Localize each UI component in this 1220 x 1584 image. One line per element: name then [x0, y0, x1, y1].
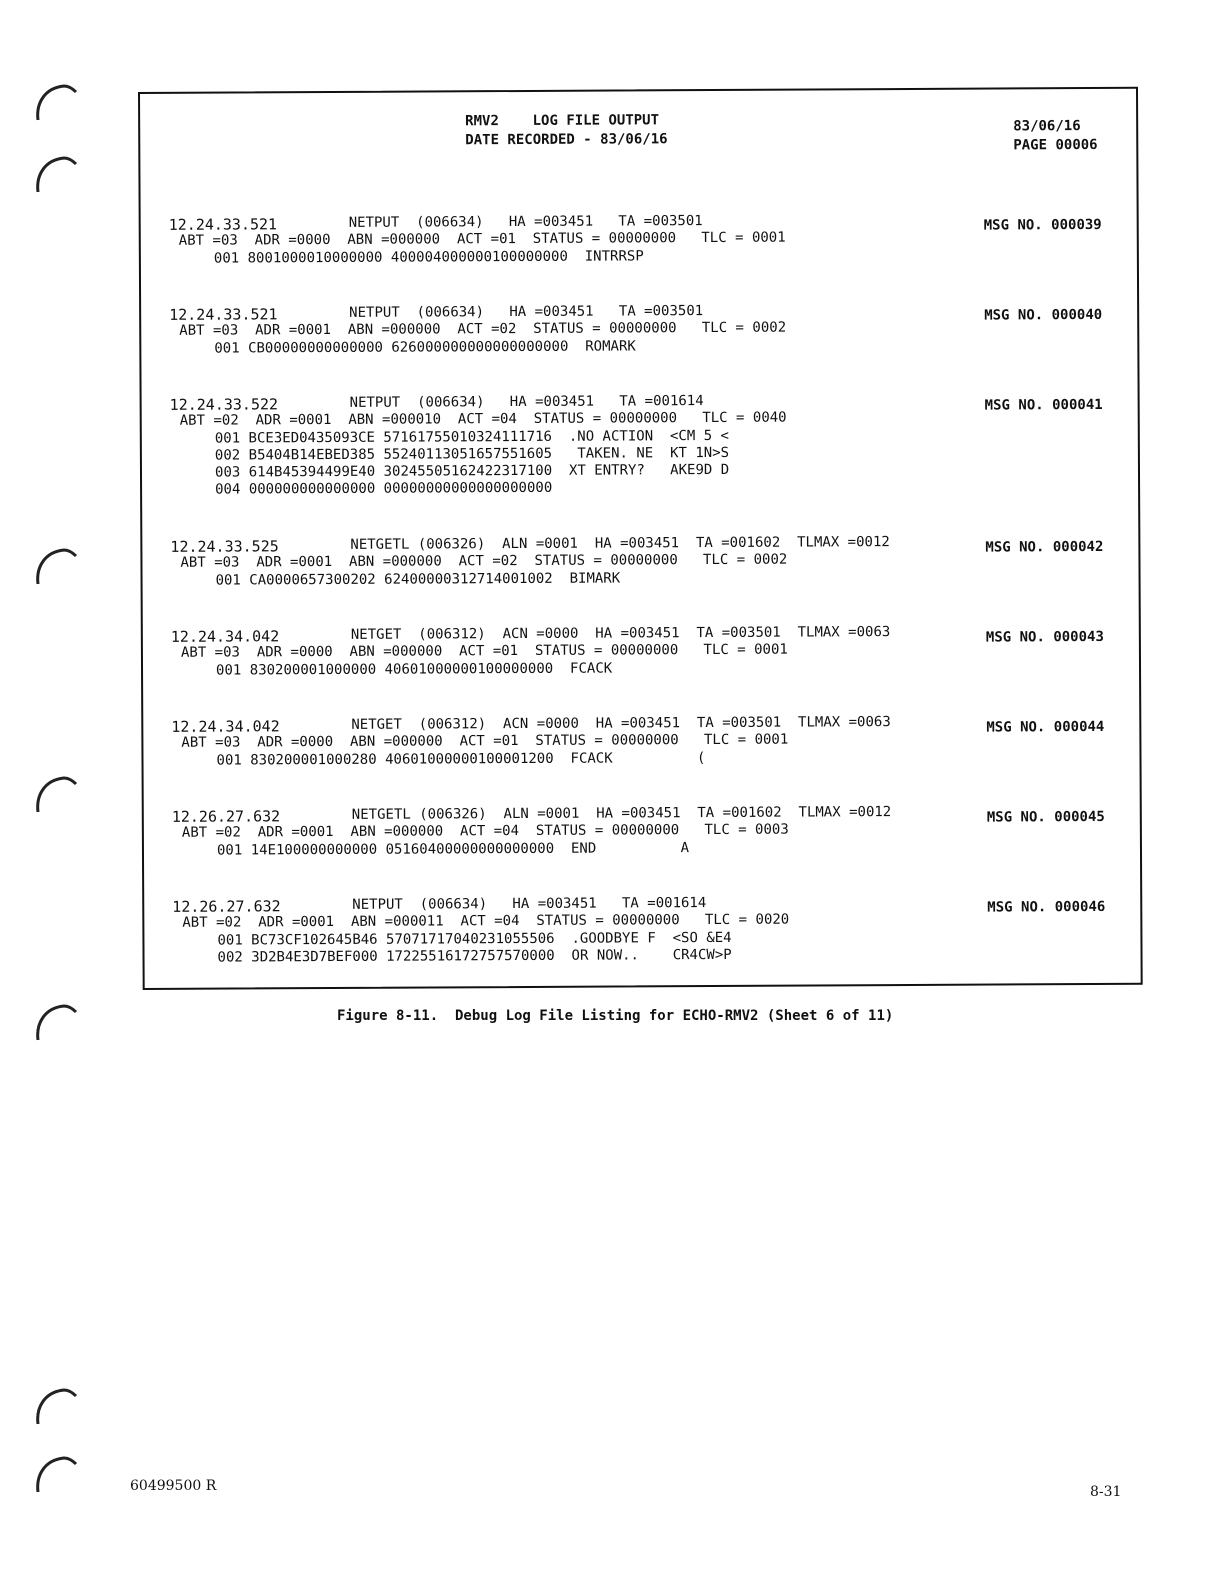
log-entry: [172, 803, 1112, 898]
entry-data-line: 001 14E100000000000 05160400000000000000 END A: [216, 840, 690, 859]
entry-data-line: 004 000000000000000 00000000000000000000: [215, 479, 553, 498]
entry-data-line: 001 BCE3ED0435093CE 57161755010324111716 .NO ACTION <CM 5 <: [214, 427, 730, 447]
entry-timestamp: 12.24.34.042: [170, 627, 280, 646]
entry-msg-no: MSG NO. 000042: [985, 538, 1104, 556]
entry-params: ABT =03 ADR =0000 ABN =000000 ACT =01 STATUS = 00000000 TLC = 0001: [180, 641, 788, 661]
entry-data-line: 001 8001000010000000 400004000000100000000 INTRRSP: [213, 248, 644, 267]
page-label: PAGE 00006: [1013, 136, 1098, 154]
punch-hole-icon: [30, 148, 78, 196]
entry-operation: NETPUT (006634) HA =003451 TA =003501: [348, 213, 703, 231]
punch-hole-icon: [30, 76, 78, 124]
log-entry: [169, 391, 1110, 498]
entry-data-line: 001 830200001000280 40601000000100001200 FCACK (: [216, 750, 706, 769]
entry-data-line: 001 CA0000657300202 62400000312714001002 BIMARK: [215, 570, 621, 589]
entry-msg-no: MSG NO. 000044: [986, 718, 1105, 736]
entry-params: ABT =03 ADR =0000 ABN =000000 ACT =01 STATUS = 00000000 TLC = 0001: [178, 229, 786, 249]
log-entry: [171, 713, 1111, 808]
figure-caption: Figure 8-11. Debug Log File Listing for ECHO-RMV2 (Sheet 6 of 11): [337, 1008, 894, 1024]
entry-operation: NETPUT (006634) HA =003451 TA =003501: [349, 303, 704, 321]
entry-timestamp: 12.24.33.525: [170, 537, 279, 556]
log-entry: [171, 623, 1111, 718]
entry-operation: NETGETL (006326) ALN =0001 HA =003451 TA =001602 TLMAX =0012: [350, 534, 890, 553]
entry-msg-no: MSG NO. 000039: [983, 216, 1102, 234]
punch-hole-icon: [30, 996, 78, 1044]
entry-msg-no: MSG NO. 000041: [984, 396, 1103, 414]
entry-data-line: 002 3D2B4E3D7BEF000 17225516172757570000 OR NOW.. CR4CW>P: [217, 946, 732, 966]
punch-hole-icon: [30, 1448, 78, 1496]
entry-timestamp: 12.26.27.632: [172, 897, 281, 916]
entry-timestamp: 12.24.33.521: [168, 215, 278, 234]
entry-msg-no: MSG NO. 000045: [986, 808, 1105, 826]
log-entry: [172, 893, 1112, 988]
entry-timestamp: 12.24.33.521: [169, 305, 278, 324]
entry-data-line: 003 614B45394499E40 30245505162422317100 XT ENTRY? AKE9D D: [214, 461, 730, 481]
entry-params: ABT =03 ADR =0001 ABN =000000 ACT =02 STATUS = 00000000 TLC = 0002: [180, 551, 788, 571]
entry-operation: NETGET (006312) ACN =0000 HA =003451 TA =003501 TLMAX =0063: [351, 714, 891, 733]
entry-operation: NETGETL (006326) ALN =0001 HA =003451 TA =001602 TLMAX =0012: [351, 804, 892, 823]
punch-hole-icon: [30, 540, 78, 588]
log-header-right: [1013, 117, 1097, 155]
entry-params: ABT =03 ADR =0001 ABN =000000 ACT =02 STATUS = 00000000 TLC = 0002: [179, 319, 787, 339]
entry-operation: NETPUT (006634) HA =003451 TA =001614: [349, 393, 704, 411]
entry-msg-no: MSG NO. 000040: [984, 306, 1103, 324]
entry-timestamp: 12.26.27.632: [171, 807, 281, 826]
log-title: RMV2 LOG FILE OUTPUT: [465, 112, 660, 130]
entry-params: ABT =02 ADR =0001 ABN =000011 ACT =04 STATUS = 00000000 TLC = 0020: [182, 911, 790, 931]
punch-hole-icon: [30, 768, 78, 816]
entry-timestamp: 12.24.34.042: [171, 717, 280, 736]
entry-msg-no: MSG NO. 000043: [985, 628, 1104, 646]
log-header: [465, 111, 667, 150]
entry-data-line: 001 BC73CF102645B46 57071717040231055506 .GOODBYE F <SO &E4: [217, 929, 732, 949]
log-entry: [169, 301, 1109, 396]
date-recorded: DATE RECORDED - 83/06/16: [465, 131, 668, 149]
entry-params: ABT =02 ADR =0001 ABN =000000 ACT =04 STATUS = 00000000 TLC = 0003: [181, 821, 789, 841]
log-entry: [169, 211, 1109, 306]
entry-data-line: 001 830200001000000 40601000000100000000 FCACK: [215, 660, 613, 679]
entry-operation: NETPUT (006634) HA =003451 TA =001614: [352, 895, 707, 913]
entry-operation: NETGET (006312) ACN =0000 HA =003451 TA =003501 TLMAX =0063: [350, 624, 891, 643]
log-date: 83/06/16: [1013, 118, 1081, 135]
page-number: 8-31: [1090, 1484, 1122, 1500]
punch-hole-icon: [30, 1380, 78, 1428]
entry-timestamp: 12.24.33.522: [169, 395, 279, 414]
document-number: 60499500 R: [130, 1478, 217, 1494]
entry-params: ABT =03 ADR =0000 ABN =000000 ACT =01 STATUS = 00000000 TLC = 0001: [181, 731, 789, 751]
entry-msg-no: MSG NO. 000046: [987, 898, 1106, 916]
entry-params: ABT =02 ADR =0001 ABN =000010 ACT =04 STATUS = 00000000 TLC = 0040: [179, 409, 787, 429]
log-entry: [170, 533, 1110, 628]
entry-data-line: 002 B5404B14EBED385 55240113051657551605 TAKEN. NE KT 1N>S: [214, 444, 730, 464]
log-listing-box: [138, 87, 1143, 990]
entry-data-line: 001 CB00000000000000 626000000000000000000 ROMARK: [214, 338, 636, 357]
